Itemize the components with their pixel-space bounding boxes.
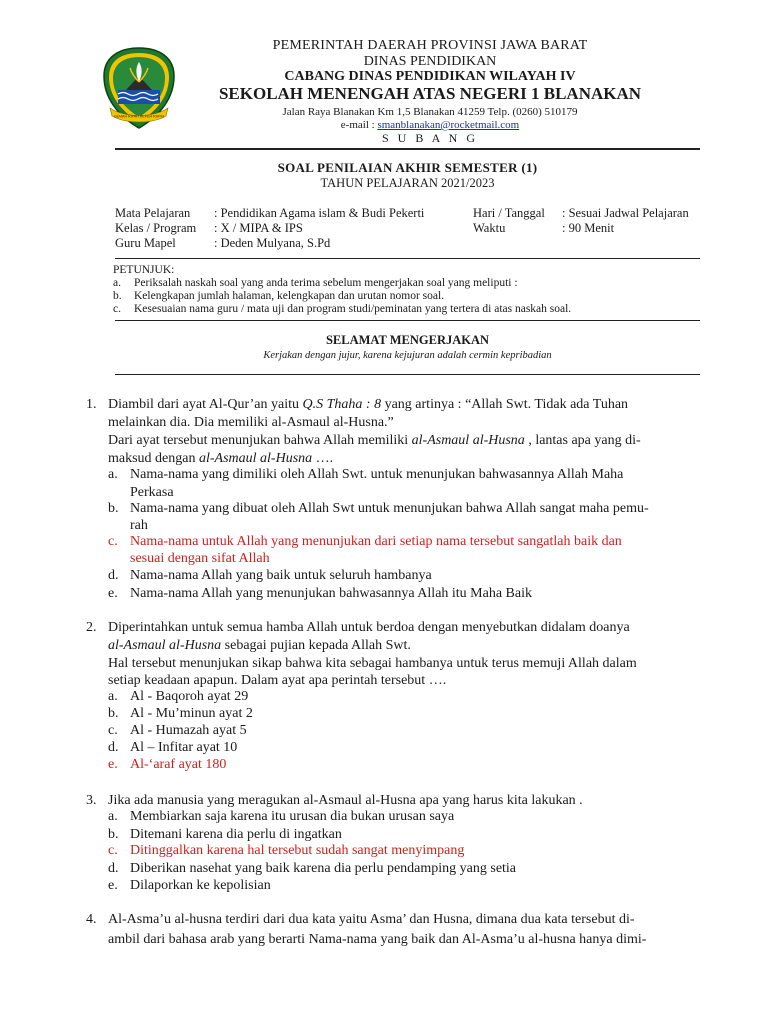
info-label: Mata Pelajaran: [115, 206, 191, 220]
answer-option-correct[interactable]: e. Al-‘araf ayat 180: [108, 757, 227, 772]
info-value: : Pendidikan Agama islam & Budi Pekerti: [214, 206, 425, 220]
email-link[interactable]: smanblanakan@rocketmail.com: [377, 119, 520, 131]
info-left-values: [214, 206, 424, 251]
school-name: SEKOLAH MENENGAH ATAS NEGERI 1 BLANAKAN: [218, 84, 642, 103]
info-right-values: [562, 206, 689, 236]
header-divider: [115, 148, 700, 150]
info-left-labels: [115, 206, 196, 251]
answer-option[interactable]: d. Diberikan nasehat yang baik karena dia perlu pendamping yang setia: [108, 861, 517, 876]
info-label: Hari / Tanggal: [473, 206, 545, 220]
question-text: Diperintahkan untuk semua hamba Allah untuk berdoa dengan menyebutkan didalam doanya: [108, 620, 630, 635]
info-right-labels: [473, 206, 545, 236]
answer-option[interactable]: a. Nama-nama yang dimiliki oleh Allah Swt. untuk menunjukan bahwasannya Allah Maha: [108, 467, 624, 482]
answer-option[interactable]: c. Al - Humazah ayat 5: [108, 723, 247, 738]
info-label: Kelas / Program: [115, 221, 197, 235]
question-text: Al-Asma’u al-husna terdiri dari dua kata yaitu Asma’ dan Husna, dimana dua kata tersebut di-: [108, 912, 635, 927]
gov-line: PEMERINTAH DAERAH PROVINSI JAWA BARAT: [272, 38, 588, 53]
school-email-line: [180, 119, 680, 131]
info-value: : Sesuai Jadwal Pelajaran: [562, 206, 689, 220]
answer-option[interactable]: a. Al - Baqoroh ayat 29: [108, 689, 249, 704]
question-text: ambil dari bahasa arab yang berarti Nama-nama yang baik dan Al-Asma’u al-husna hanya dimi-: [108, 932, 647, 947]
answer-option-continued: rah: [130, 518, 148, 533]
answer-option[interactable]: d. Al – Infitar ayat 10: [108, 740, 238, 755]
branch-line: CABANG DINAS PENDIDIKAN WILAYAH IV: [284, 69, 576, 84]
petunjuk-divider: [115, 320, 700, 321]
question-number: 2.: [86, 620, 97, 635]
svg-text:GEMAH RIPAH REPEH RAPIH: GEMAH RIPAH REPEH RAPIH: [113, 114, 165, 119]
petunjuk-heading: PETUNJUK:: [113, 264, 175, 276]
petunjuk-item: a. Periksalah naskah soal yang anda terima sebelum mengerjakan soal yang meliputi :: [113, 277, 518, 289]
answer-option-correct[interactable]: c. Ditinggalkan karena hal tersebut sudah sangat menyimpang: [108, 843, 465, 858]
question-text: Dari ayat tersebut menunjukan bahwa Allah memiliki al-Asmaul al-Husna , lantas apa yang di-: [108, 433, 641, 448]
answer-option[interactable]: b. Al - Mu’minun ayat 2: [108, 706, 253, 721]
city-line: S U B A N G: [381, 131, 479, 145]
question-text: Diambil dari ayat Al-Qur’an yaitu Q.S Thaha : 8 yang artinya : “Allah Swt. Tidak ada Tuhan: [108, 397, 629, 412]
greeting-subtitle: Kerjakan dengan jujur, karena kejujuran adalah cermin kepribadian: [263, 350, 552, 361]
answer-option[interactable]: e. Nama-nama Allah yang menunjukan bahwasannya Allah itu Maha Baik: [108, 586, 533, 601]
info-label: Guru Mapel: [115, 236, 176, 250]
agency-line: DINAS PENDIDIKAN: [363, 54, 497, 69]
petunjuk-item: b. Kelengkapan jumlah halaman, kelengkapan dan urutan nomor soal.: [113, 290, 445, 302]
answer-option-continued: sesuai dengan sifat Allah: [130, 551, 270, 566]
answer-option-continued: Perkasa: [130, 485, 174, 500]
petunjuk-item: c. Kesesuaian nama guru / mata uji dan program studi/peminatan yang tertera di atas naskah soal.: [113, 303, 572, 315]
question-text: al-Asmaul al-Husna sebagai pujian kepada Allah Swt.: [108, 638, 411, 653]
question-number: 1.: [86, 397, 97, 412]
answer-option-correct[interactable]: c. Nama-nama untuk Allah yang menunjukan dari setiap nama tersebut sangatlah baik dan: [108, 534, 622, 549]
info-value: : 90 Menit: [562, 221, 615, 235]
question-text: Jika ada manusia yang meragukan al-Asmaul al-Husna apa yang harus kita lakukan .: [108, 793, 583, 808]
question-number: 4.: [86, 912, 97, 927]
answer-option[interactable]: e. Dilaporkan ke kepolisian: [108, 878, 271, 893]
answer-option[interactable]: b. Ditemani karena dia perlu di ingatkan: [108, 827, 342, 842]
exam-year: TAHUN PELAJARAN 2021/2023: [320, 176, 495, 190]
question-text: maksud dengan al-Asmaul al-Husna ….: [108, 451, 334, 466]
greeting-divider: [115, 374, 700, 375]
answer-option[interactable]: b. Nama-nama yang dibuat oleh Allah Swt untuk menunjukan bahwa Allah sangat maha pemu-: [108, 501, 649, 516]
info-divider: [115, 258, 700, 259]
answer-option[interactable]: a. Membiarkan saja karena itu urusan dia bukan urusan saya: [108, 809, 455, 824]
info-label: Waktu: [473, 221, 506, 235]
answer-option[interactable]: d. Nama-nama Allah yang baik untuk seluruh hambanya: [108, 568, 432, 583]
info-value: : Deden Mulyana, S.Pd: [214, 236, 331, 250]
west-java-emblem-icon: [100, 46, 178, 130]
email-prefix: e-mail :: [340, 119, 378, 131]
question-text: Hal tersebut menunjukan sikap bahwa kita sebagai hambanya untuk terus memuji Allah dalam: [108, 656, 637, 671]
question-text: setiap keadaan apapun. Dalam ayat apa perintah tersebut ….: [108, 673, 447, 688]
question-text: melainkan dia. Dia memiliki al-Asmaul al-Husna.”: [108, 415, 394, 430]
exam-title: SOAL PENILAIAN AKHIR SEMESTER (1): [277, 160, 538, 175]
greeting-title: SELAMAT MENGERJAKAN: [325, 333, 490, 347]
question-number: 3.: [86, 793, 97, 808]
info-value: : X / MIPA & IPS: [214, 221, 303, 235]
school-address: Jalan Raya Blanakan Km 1,5 Blanakan 41259 Telp. (0260) 510179: [282, 106, 578, 118]
